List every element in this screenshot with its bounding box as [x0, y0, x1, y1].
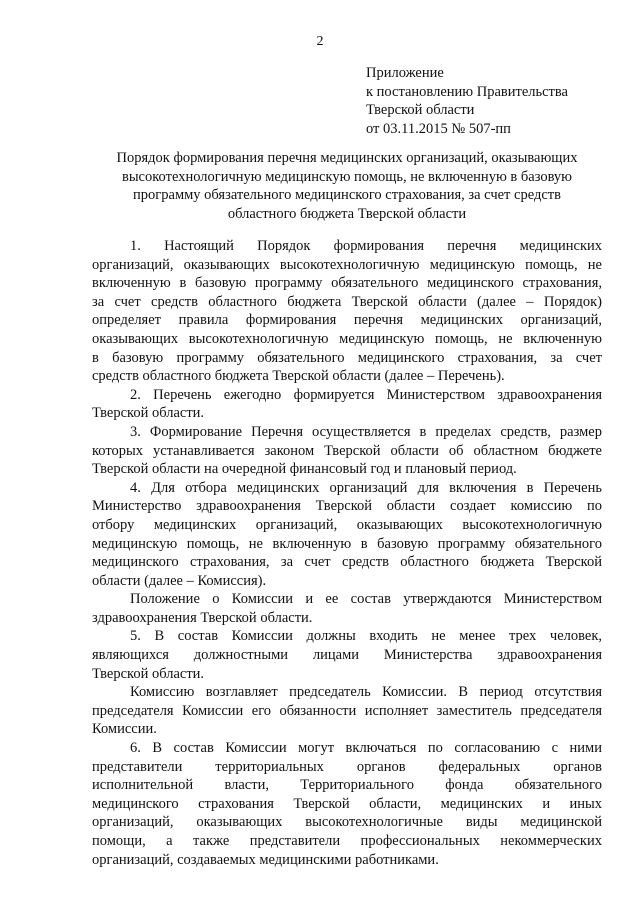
body-line: медицинского страхования, за счет средств областного бюджета Тверской — [92, 554, 602, 571]
body-line: исполнительной власти, Территориального фонда обязательного — [92, 777, 602, 794]
body-line: 6. В состав Комиссии могут включаться по согласованию с ними — [130, 740, 602, 757]
body-line: области (далее – Комиссия). — [92, 572, 267, 589]
body-line: отбору медицинских организаций, оказывающих высокотехнологичную — [92, 516, 602, 533]
body-line: включенную в базовую программу обязательного медицинского страхования, — [92, 275, 602, 292]
appendix-header — [366, 64, 616, 138]
body-line: Тверской области. — [92, 665, 205, 682]
title-line: программу обязательного медицинского страхования, за счет средств — [133, 187, 561, 203]
body-line: Положение о Комиссии и ее состав утверждаются Министерством — [130, 591, 602, 608]
body-line: представители территориальных органов федеральных органов — [92, 758, 602, 775]
body-line: председателя Комиссии его обязанности исполняет заместитель председателя — [92, 702, 602, 719]
body-line: 2. Перечень ежегодно формируется Министерством здравоохранения — [130, 386, 602, 403]
appendix-line: от 03.11.2015 № 507-пп — [366, 120, 511, 137]
title-line: областного бюджета Тверской области — [227, 205, 467, 222]
body-line: Комиссию возглавляет председатель Комиссии. В период отсутствия — [130, 684, 602, 701]
body-line: 4. Для отбора медицинских организаций для включения в Перечень — [130, 479, 602, 496]
body-line: организаций, оказывающих высокотехнологичные виды медицинской — [92, 814, 602, 831]
body-line: в базовую программу обязательного медицинского страхования, за счет — [92, 349, 602, 366]
body-line: Министерство здравоохранения Тверской области создает комиссию по — [92, 498, 602, 515]
appendix-line: Приложение — [366, 65, 444, 81]
body-line: организаций, создаваемых медицинскими работниками. — [92, 851, 439, 868]
title-line: Порядок формирования перечня медицинских организаций, оказывающих — [116, 150, 578, 166]
body-line: медицинского страхования Тверской области, медицинских и иных — [92, 795, 602, 812]
appendix-line: к постановлению Правительства — [366, 83, 568, 100]
body-line: Тверской области. — [92, 405, 205, 422]
body-line: Комиссии. — [92, 721, 157, 738]
body-line: 3. Формирование Перечня осуществляется в пределах средств, размер — [130, 423, 602, 440]
body-line: помощи, а также представители профессиональных некоммерческих — [92, 833, 602, 849]
body-line: оказывающих высокотехнологичную медицинскую помощь, не включенную — [92, 330, 602, 347]
body-line: медицинскую помощь, не включенную в базовую программу обязательного — [92, 535, 602, 552]
body-line: которых устанавливается законом Тверской области об областном бюджете — [92, 442, 602, 459]
body-line: являющихся должностными лицами Министерства здравоохранения — [92, 647, 602, 664]
body-line: 5. В состав Комиссии должны входить не менее трех человек, — [130, 628, 602, 645]
page-number: 2 — [316, 34, 324, 49]
title-line: высокотехнологичную медицинскую помощь, не включенную в базовую — [121, 168, 573, 185]
body-line: организаций, оказывающих высокотехнологичную медицинскую помощь, не — [92, 256, 602, 273]
document-title — [92, 149, 602, 223]
body-line: за счет средств областного бюджета Тверской области (далее – Порядок) — [92, 293, 602, 310]
appendix-line: Тверской области — [366, 102, 475, 118]
body-line: 1. Настоящий Порядок формирования перечня медицинских — [130, 238, 602, 254]
body-line: Тверской области на очередной финансовый год и плановый период. — [92, 461, 517, 478]
body-line: средств областного бюджета Тверской области (далее – Перечень). — [92, 368, 505, 385]
document-body — [92, 237, 602, 869]
body-line: определяет правила формирования перечня медицинских организаций, — [92, 312, 602, 329]
body-line: здравоохранения Тверской области. — [92, 609, 313, 626]
